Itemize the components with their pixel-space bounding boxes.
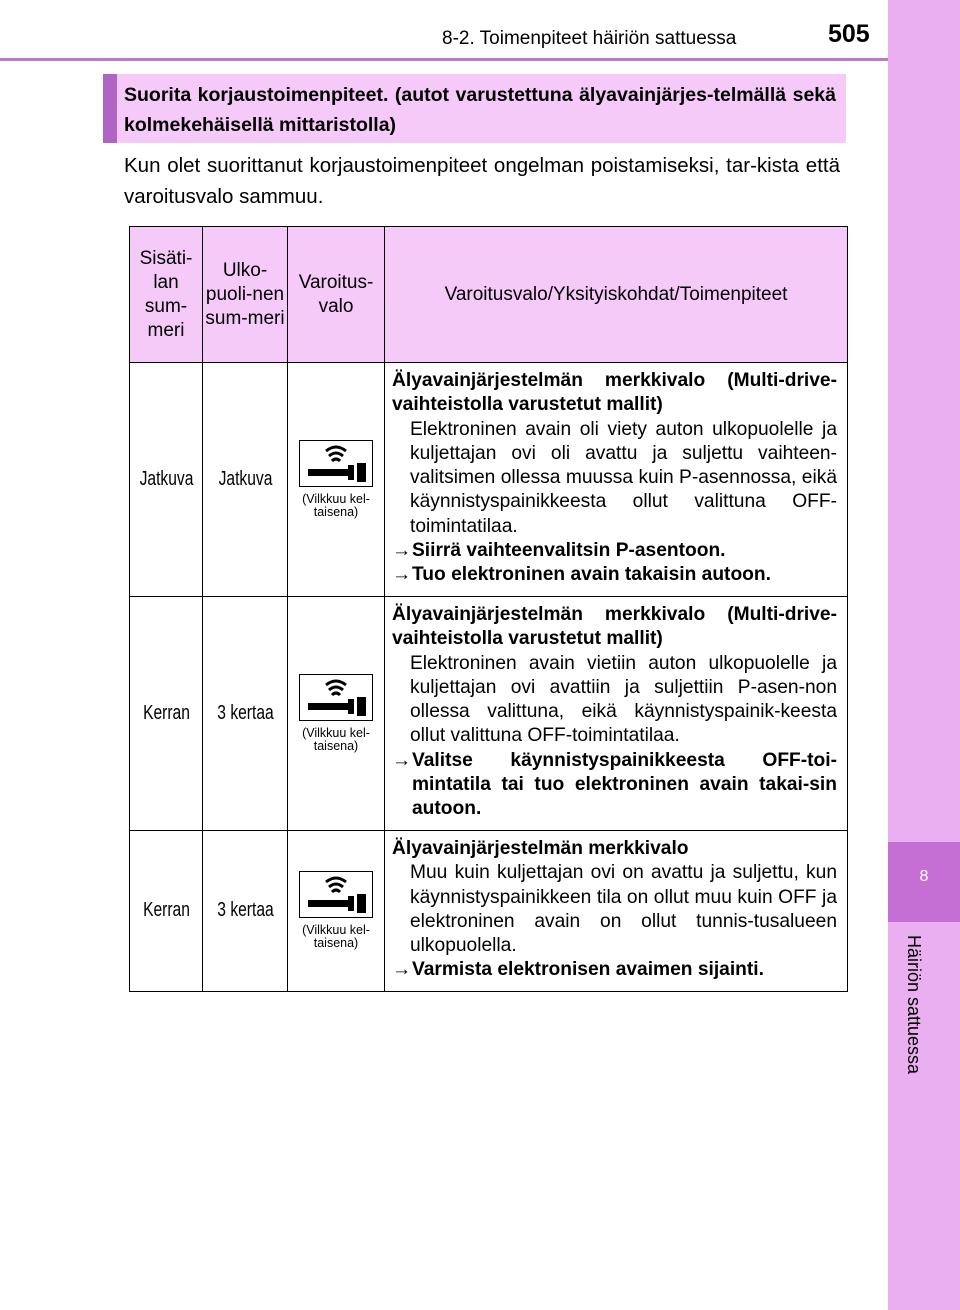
- warning-light-cell: [288, 831, 385, 992]
- chapter-label: Häiriön sattuessa: [904, 935, 924, 1075]
- intro-paragraph: Kun olet suorittanut korjaustoimenpiteet ongelman poistamiseksi, tar-kista että varoitusvalo sammuu.: [124, 154, 840, 208]
- chapter-side-tab: [888, 0, 960, 1310]
- blink-note: (Vilkkuu kel-taisena): [302, 923, 370, 951]
- action-item: [392, 958, 837, 982]
- warning-table: [129, 226, 848, 992]
- exterior-buzzer-cell: Jatkuva: [212, 363, 278, 597]
- detail-cell: [385, 597, 848, 831]
- header-divider: [0, 58, 888, 61]
- detail-body: Elektroninen avain oli viety auton ulkopuolelle ja kuljettajan ovi oli avattu ja suljettu vaihteen-valitsimen ollessa muussa kuin P-asennossa, eikä käynnistyspainikkeesta ollut valittuna OFF-toimintatilaa.: [410, 418, 837, 537]
- header-warning-light: Varoitus-valo: [288, 227, 385, 363]
- header-details: Varoitusvalo/Yksityiskohdat/Toimenpiteet: [385, 227, 848, 363]
- warning-light-cell: [288, 363, 385, 597]
- detail-cell: [385, 363, 848, 597]
- detail-body: Muu kuin kuljettajan ovi on avattu ja suljettu, kun käynnistyspainikkeen tila on ollut muu kuin OFF ja elektroninen avain on ollut tunnis-tusalueen ulkopuolella.: [410, 862, 837, 957]
- smart-key-indicator-icon: [299, 871, 373, 918]
- arrow-icon: →: [392, 749, 412, 771]
- detail-cell: [385, 831, 848, 992]
- page-number: 505: [828, 20, 870, 48]
- blink-note: (Vilkkuu kel-taisena): [302, 726, 370, 753]
- blink-note: (Vilkkuu kel-taisena): [302, 492, 370, 519]
- action-list: [392, 749, 837, 822]
- interior-buzzer-cell: Kerran: [138, 597, 195, 831]
- detail-title: Älyavainjärjestelmän merkkivalo (Multi-drive-vaihteistolla varustetut mallit): [392, 370, 837, 416]
- detail-title: Älyavainjärjestelmän merkkivalo (Multi-drive-vaihteistolla varustetut mallit): [392, 604, 837, 650]
- action-text: Siirrä vaihteenvalitsin P-asentoon.: [412, 540, 726, 562]
- action-item: [392, 539, 837, 563]
- action-item: [392, 563, 837, 587]
- exterior-buzzer-cell: 3 kertaa: [212, 831, 278, 992]
- action-text: Valitse käynnistyspainikkeesta OFF-toi-mintatila tai tuo elektroninen avain takai-sin autoon.: [412, 749, 837, 820]
- action-list: [392, 958, 837, 982]
- header-exterior-buzzer: Ulko-puoli-nen sum-meri: [203, 227, 288, 363]
- detail-title: Älyavainjärjestelmän merkkivalo: [392, 838, 689, 859]
- table-header-row: [130, 227, 848, 363]
- header-section-title: 8-2. Toimenpiteet häiriön sattuessa: [442, 28, 737, 49]
- warning-light-cell: [288, 597, 385, 831]
- table-row: [130, 363, 848, 597]
- table-row: [130, 597, 848, 831]
- action-list: [392, 539, 837, 588]
- detail-body: Elektroninen avain vietiin auton ulkopuolelle ja kuljettajan ovi avattiin ja suljettiin P-asen-non ollessa valittuna, eikä käynnistyspainik-keesta ollut valittuna OFF-toimintatilaa.: [410, 652, 837, 747]
- arrow-icon: →: [392, 540, 412, 562]
- chapter-number: 8: [919, 868, 929, 885]
- header-interior-buzzer: Sisäti-lan sum-meri: [130, 227, 203, 363]
- table-row: [130, 831, 848, 992]
- arrow-icon: →: [392, 564, 412, 586]
- smart-key-indicator-icon: [299, 674, 373, 721]
- action-text: Varmista elektronisen avaimen sijainti.: [412, 959, 764, 981]
- arrow-icon: →: [392, 959, 412, 981]
- interior-buzzer-cell: Kerran: [138, 831, 195, 992]
- action-item: [392, 749, 837, 822]
- exterior-buzzer-cell: 3 kertaa: [212, 597, 278, 831]
- interior-buzzer-cell: Jatkuva: [138, 363, 195, 597]
- action-text: Tuo elektroninen avain takaisin autoon.: [412, 564, 771, 586]
- section-title: Suorita korjaustoimenpiteet. (autot varustettuna älyavainjärjes-telmällä sekä kolmekehäisellä mittaristolla): [124, 84, 836, 136]
- smart-key-indicator-icon: [299, 440, 373, 487]
